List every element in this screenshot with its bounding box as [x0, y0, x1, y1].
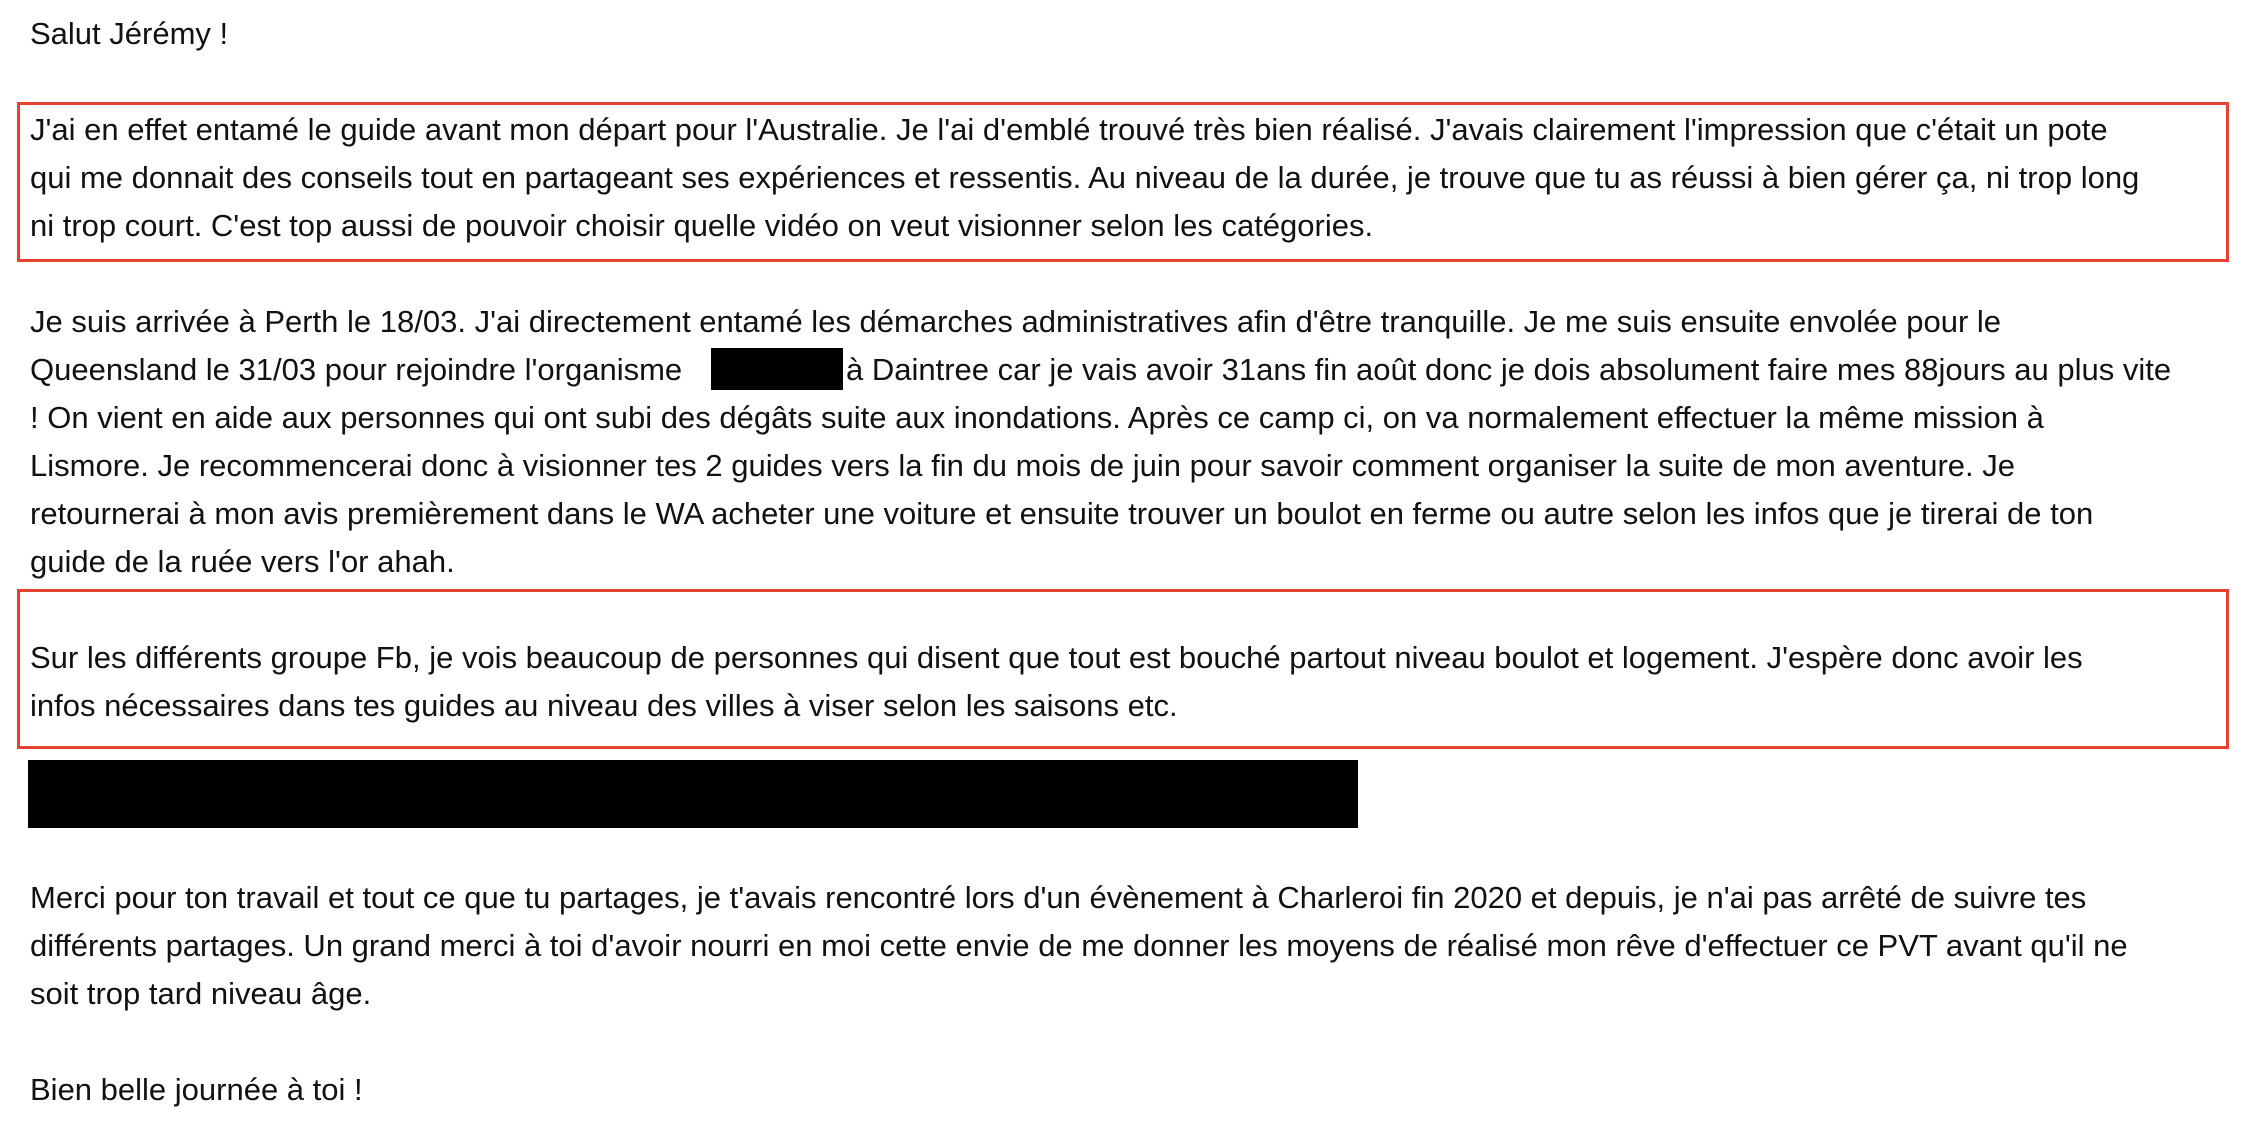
- paragraph-1-line-3: ni trop court. C'est top aussi de pouvoir choisir quelle vidéo on veut visionner selon les catégories.: [30, 208, 1374, 243]
- paragraph-2-line-2-end: à Daintree car je vais avoir 31ans fin août donc je dois absolument faire mes 88jours au plus vite: [846, 352, 2172, 387]
- paragraph-2-line-6: guide de la ruée vers l'or ahah.: [30, 544, 455, 579]
- paragraph-1-line-1: J'ai en effet entamé le guide avant mon départ pour l'Australie. Je l'ai d'emblé trouvé très bien réalisé. J'avais clairement l'impression que c'était un pote: [30, 112, 2108, 147]
- redaction-block: [28, 760, 1358, 828]
- closing-line: Bien belle journée à toi !: [30, 1072, 363, 1107]
- paragraph-2-line-5: retournerai à mon avis premièrement dans le WA acheter une voiture et ensuite trouver un boulot en ferme ou autre selon les infos que je tirerai de ton: [30, 496, 2094, 531]
- redaction-organisation-name: [711, 348, 843, 390]
- paragraph-3-line-2: infos nécessaires dans tes guides au niveau des villes à viser selon les saisons etc.: [30, 688, 1178, 723]
- paragraph-2-line-1: Je suis arrivée à Perth le 18/03. J'ai directement entamé les démarches administratives afin d'être tranquille. Je me suis ensuite envolée pour le: [30, 304, 2002, 339]
- greeting: Salut Jérémy !: [30, 16, 229, 51]
- paragraph-2-line-4: Lismore. Je recommencerai donc à visionner tes 2 guides vers la fin du mois de juin pour savoir comment organiser la suite de mon aventure. Je: [30, 448, 2015, 483]
- paragraph-2-line-2-start: Queensland le 31/03 pour rejoindre l'organisme: [30, 352, 683, 387]
- paragraph-3-line-1: Sur les différents groupe Fb, je vois beaucoup de personnes qui disent que tout est bouché partout niveau boulot et logement. J'espère donc avoir les: [30, 640, 2083, 675]
- paragraph-4-line-1: Merci pour ton travail et tout ce que tu partages, je t'avais rencontré lors d'un évènement à Charleroi fin 2020 et depuis, je n'ai pas arrêté de suivre tes: [30, 880, 2087, 915]
- paragraph-2-line-3: ! On vient en aide aux personnes qui ont subi des dégâts suite aux inondations. Après ce camp ci, on va normalement effectuer la même mission à: [30, 400, 2044, 435]
- paragraph-4-line-2: différents partages. Un grand merci à toi d'avoir nourri en moi cette envie de me donner les moyens de réalisé mon rêve d'effectuer ce PVT avant qu'il ne: [30, 928, 2128, 963]
- paragraph-4-line-3: soit trop tard niveau âge.: [30, 976, 372, 1011]
- paragraph-1-line-2: qui me donnait des conseils tout en partageant ses expériences et ressentis. Au niveau de la durée, je trouve que tu as réussi à bien gérer ça, ni trop long: [30, 160, 2140, 195]
